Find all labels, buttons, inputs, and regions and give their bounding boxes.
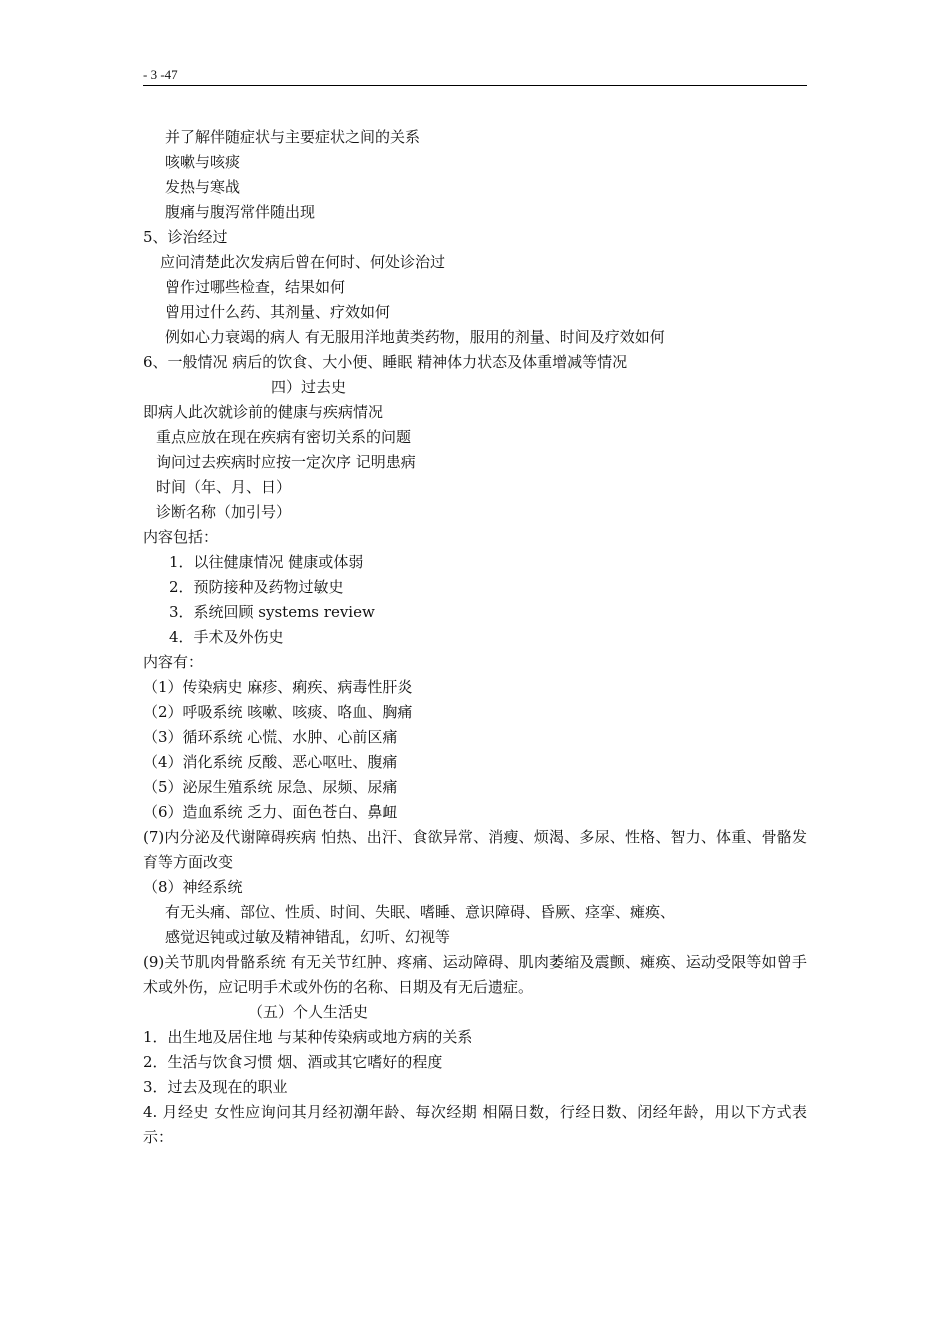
- text-line: 曾作过哪些检查，结果如何: [165, 278, 346, 296]
- text-line: （8）神经系统: [143, 878, 243, 896]
- text-line: 应问清楚此次发病后曾在何时、何处诊治过: [160, 253, 446, 271]
- text-line: （2）呼吸系统 咳嗽、咳痰、咯血、胸痛: [143, 703, 413, 721]
- text-line: 4. 月经史 女性应询问其月经初潮年龄、每次经期 相隔日数，行经日数、闭经年龄，用以下方式表示：: [143, 1103, 807, 1146]
- text-line: （4）消化系统 反酸、恶心呕吐、腹痛: [143, 753, 398, 771]
- text-line: 5、诊治经过: [143, 228, 228, 246]
- text-line: (7)内分泌及代谢障碍疾病 怕热、出汗、食欲异常、消瘦、烦渴、多尿、性格、智力、体重、骨骼发育等方面改变: [143, 828, 807, 871]
- text-line: 即病人此次就诊前的健康与疾病情况: [143, 403, 384, 421]
- text-line: 有无头痛、部位、性质、时间、失眠、嗜睡、意识障碍、昏厥、痉挛、瘫痪、: [165, 903, 676, 921]
- text-line: (9)关节肌肉骨骼系统 有无关节红肿、疼痛、运动障碍、肌肉萎缩及震颤、瘫痪、运动受限等如曾手术或外伤，应记明手术或外伤的名称、日期及有无后遗症。: [143, 953, 807, 996]
- text-line: 3．过去及现在的职业: [143, 1078, 288, 1096]
- text-line: 感觉迟钝或过敏及精神错乱，幻听、幻视等: [165, 928, 451, 946]
- text-line: 例如心力衰竭的病人 有无服用洋地黄类药物，服用的剂量、时间及疗效如何: [165, 328, 665, 346]
- text-line: 腹痛与腹泻常伴随出现: [165, 203, 316, 221]
- text-line: 内容有：: [143, 653, 204, 671]
- text-line: （1）传染病史 麻疹、痢疾、病毒性肝炎: [143, 678, 413, 696]
- text-line: 4．手术及外伤史: [169, 628, 284, 646]
- text-line: 内容包括：: [143, 528, 219, 546]
- text-line: 四）过去史: [271, 378, 347, 396]
- text-line: （五）个人生活史: [248, 1003, 369, 1021]
- text-line: 2．预防接种及药物过敏史: [169, 578, 344, 596]
- text-line: 1．出生地及居住地 与某种传染病或地方病的关系: [143, 1028, 473, 1046]
- text-line: 诊断名称（加引号）: [156, 503, 292, 521]
- text-line: （5）泌尿生殖系统 尿急、尿频、尿痛: [143, 778, 398, 796]
- header-rule: [143, 85, 807, 86]
- text-line: 时间（年、月、日）: [156, 478, 292, 496]
- page-number: - 3 -47: [143, 67, 178, 82]
- text-line: 2．生活与饮食习惯 烟、酒或其它嗜好的程度: [143, 1053, 443, 1071]
- text-line: 重点应放在现在疾病有密切关系的问题: [156, 428, 412, 446]
- text-line: 6、一般情况 病后的饮食、大小便、睡眠 精神体力状态及体重增减等情况: [143, 353, 628, 371]
- text-line: （6）造血系统 乏力、面色苍白、鼻衄: [143, 803, 398, 821]
- text-line: 咳嗽与咳痰: [165, 153, 241, 171]
- text-line: 3．系统回顾 systems review: [169, 603, 375, 621]
- text-line: 发热与寒战: [165, 178, 241, 196]
- text-line: （3）循环系统 心慌、水肿、心前区痛: [143, 728, 398, 746]
- text-line: 并了解伴随症状与主要症状之间的关系: [165, 128, 421, 146]
- text-line: 1．以往健康情况 健康或体弱: [169, 553, 364, 571]
- text-line: 曾用过什么药、其剂量、疗效如何: [165, 303, 391, 321]
- text-line: 询问过去疾病时应按一定次序 记明患病: [156, 453, 416, 471]
- document-body: [143, 125, 807, 1150]
